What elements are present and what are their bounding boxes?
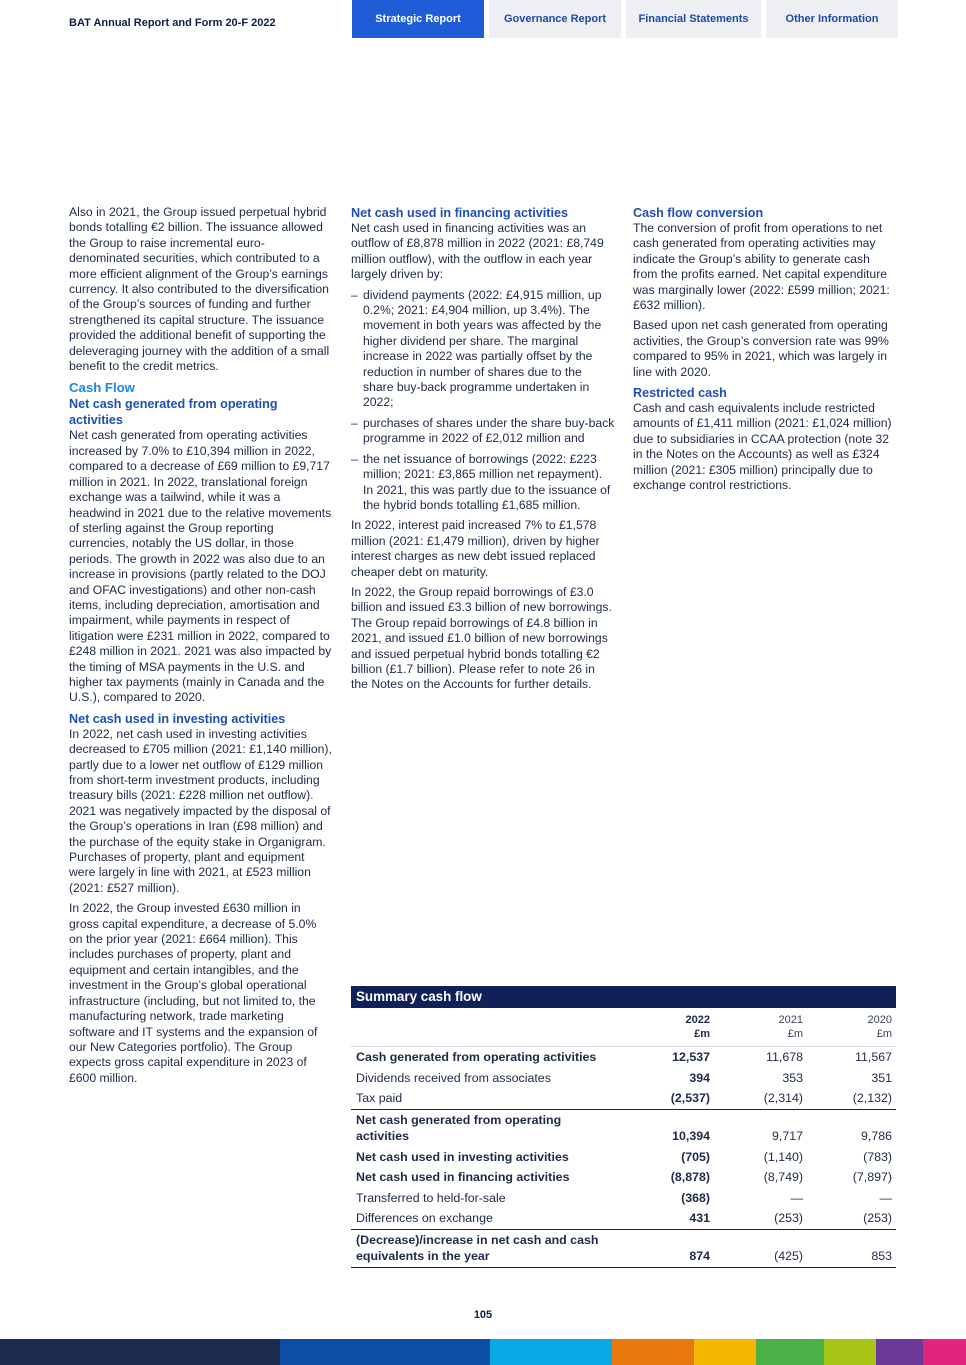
footer-color-bar [0, 1339, 966, 1365]
tab-financial-statements[interactable]: Financial Statements [626, 0, 761, 38]
paragraph-conversion: The conversion of profit from operations to net cash generated from operating activities may indicate the Group’s ability to generate cash from the profits earned. Net capital expenditure was marginally lower (2022: £599 million; 2021: £632 million). [633, 221, 890, 313]
table-header-2020: 2020 £m [807, 1008, 896, 1047]
color-segment [490, 1339, 612, 1365]
heading-cash-flow: Cash Flow [69, 380, 135, 396]
table-row: Tax paid (2,537) (2,314) (2,132) [351, 1088, 896, 1109]
paragraph-borrowings: In 2022, the Group repaid borrowings of £3.0 billion and issued £3.3 billion of new borrowings. The Group repaid borrowings of £4.8 billion in 2021, and issued £1.0 billion of new borrowings and issued perpetual hybrid bonds totalling €2 billion (£1.7 billion). Please refer to note 26 in the Notes on the Accounts for further details. [351, 584, 612, 692]
table-row: Differences on exchange 431 (253) (253) [351, 1208, 896, 1229]
heading-financing-activities: Net cash used in financing activities [351, 206, 568, 220]
tab-other-information[interactable]: Other Information [766, 0, 898, 38]
page-number: 105 [473, 1309, 493, 1321]
table-title: Summary cash flow [351, 986, 896, 1008]
heading-operating-activities: Net cash generated from operating activities [69, 397, 278, 428]
list-item: – dividend payments (2022: £4,915 million, up 0.2%; 2021: £4,904 million, up 3.4%). The movement in both years was affected by the higher dividend per share. The marginal increase in 2022 was partially offset by the reduction in number of shares due to the share buy-back programme undertaken in 2022; [351, 288, 615, 411]
column-3 [633, 205, 897, 499]
list-item: – the net issuance of borrowings (2022: £223 million; 2021: £3,865 million net repayment). In 2021, this was partly due to the issuance of the hybrid bonds totalling £1,685 million. [351, 452, 615, 514]
section-tabs [352, 0, 898, 38]
color-segment [756, 1339, 824, 1365]
color-segment [0, 1339, 280, 1365]
table-header-2021: 2021 £m [714, 1008, 807, 1047]
table-row: (Decrease)/increase in net cash and cash equivalents in the year 874 (425) 853 [351, 1229, 896, 1267]
heading-cash-flow-conversion: Cash flow conversion [633, 206, 764, 220]
paragraph-restricted-cash: Cash and cash equivalents include restricted amounts of £1,411 million (2021: £1,024 million) due to subsidiaries in CCAA protection (note 32 in the Notes on the Accounts) as well as £324 million (2021: £305 million) principally due to exchange control restrictions. [633, 401, 892, 493]
table-row: Transferred to held-for-sale (368) — — [356, 1190, 892, 1205]
column-2 [351, 205, 615, 698]
color-segment [876, 1339, 923, 1365]
paragraph-capital-expenditure: In 2022, the Group invested £630 million in gross capital expenditure, a decrease of 5.0% on the prior year (2021: £664 million). This includes purchases of property, plant and equipment and certain intangibles, and the investment in the Group’s global operational infrastructure (including, but not limited to, the manufacturing network, trade marketing software and IT systems and the expansion of our New Categories portfolio). The Group expects gross capital expenditure in 2023 of £600 million. [69, 901, 318, 1085]
table-row: Net cash generated from operating activities 10,394 9,717 9,786 [356, 1112, 892, 1143]
financing-bullet-list [351, 288, 615, 514]
list-item: – purchases of shares under the share buy-back programme in 2022 of £2,012 million and [351, 416, 615, 447]
color-segment [824, 1339, 876, 1365]
report-title: BAT Annual Report and Form 20-F 2022 [69, 17, 276, 29]
table-header-label [351, 1008, 616, 1047]
paragraph-financing-activities: Net cash used in financing activities was an outflow of £8,878 million in 2022 (2021: £8,749 million outflow), with the outflow in each year largely driven by: [351, 221, 604, 282]
paragraph-conversion-rate: Based upon net cash generated from operating activities, the Group’s conversion rate was 99% compared to 95% in 2021, which was largely in line with 2020. [633, 318, 889, 379]
table-row: Net cash used in financing activities (8,878) (8,749) (7,897) [356, 1170, 892, 1184]
heading-investing-activities: Net cash used in investing activities [69, 711, 286, 726]
table-row: Net cash used in investing activities (705) (1,140) (783) [356, 1149, 892, 1164]
table-row: Dividends received from associates 394 353 351 [356, 1070, 892, 1085]
column-1 [69, 205, 333, 1091]
color-segment [694, 1339, 756, 1365]
color-segment [612, 1339, 694, 1365]
table-row: Cash generated from operating activities 12,537 11,678 11,567 [356, 1050, 892, 1064]
paragraph-interest-paid: In 2022, interest paid increased 7% to £1,578 million (2021: £1,479 million), driven by higher interest charges as new debt issued replaced cheaper debt on maturity. [351, 518, 600, 579]
color-segment [280, 1339, 490, 1365]
color-segment [923, 1339, 966, 1365]
tab-governance-report[interactable]: Governance Report [489, 0, 621, 38]
paragraph-investing-activities: In 2022, net cash used in investing activities decreased to £705 million (2021: £1,140 million), partly due to a lower net outflow of £129 million from short-term investment products, including treasury bills (2021: £228 million net outflow). 2021 was negatively impacted by the disposal of the Group’s operations in Iran (£98 million) and the purchase of the equity stake in Organigram. Purchases of property, plant and equipment were largely in line with 2021, at £523 million (2021: £527 million). [69, 726, 332, 895]
summary-cash-flow-table [351, 986, 896, 1268]
heading-restricted-cash: Restricted cash [633, 386, 727, 401]
paragraph-hybrid-bonds: Also in 2021, the Group issued perpetual hybrid bonds totalling €2 billion. The issuance allowed the Group to raise incremental euro-denominated securities, which contributed to a more efficient alignment of the Group’s earnings currency. It also contributed to the diversification of the Group’s sources of funding and further strengthened its capital structure. The issuance provided the additional benefit of supporting the deleveraging journey with the addition of a small benefit to the credit metrics. [69, 205, 330, 374]
table-header-2022: 2022 £m [616, 1008, 714, 1047]
tab-strategic-report[interactable]: Strategic Report [352, 0, 484, 38]
paragraph-operating-activities: Net cash generated from operating activities increased by 7.0% to £10,394 million in 2022, compared to a decrease of £69 million to £9,717 million in 2021. In 2022, translational foreign exchange was a tailwind, while it was a headwind in 2021 due to the relative movements of sterling against the Group reporting currencies, notably the US dollar, in those periods. The growth in 2022 was also due to an increase in provisions (partly related to the DOJ and OFAC investigations) and other non-cash items, including depreciation, amortisation and impairment, while payments in respect of litigation were £231 million in 2022, compared to £248 million in 2021. 2021 was also impacted by the timing of MSA payments in the U.S. and higher tax payments (mainly in Canada and the U.S.), compared to 2020. [69, 428, 332, 705]
